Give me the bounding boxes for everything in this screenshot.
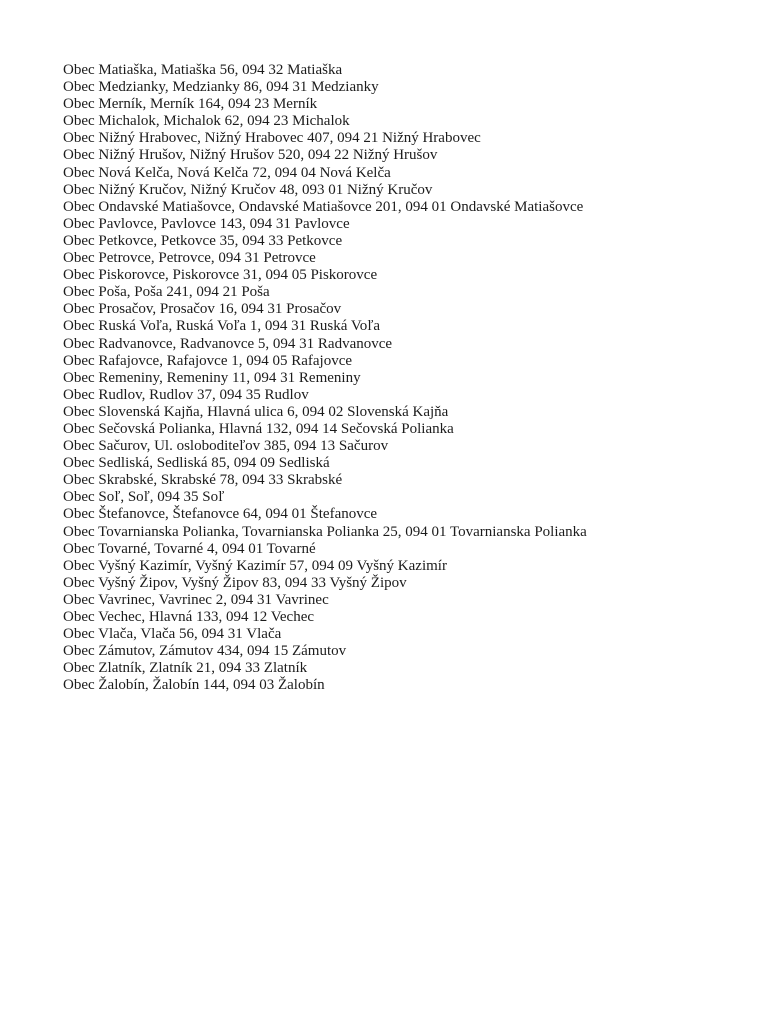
- municipality-line: Obec Skrabské, Skrabské 78, 094 33 Skrabské: [63, 472, 343, 489]
- municipality-line: Obec Remeniny, Remeniny 11, 094 31 Remeniny: [63, 369, 361, 386]
- municipality-line: Obec Merník, Merník 164, 094 23 Merník: [63, 96, 318, 113]
- municipality-line: Obec Štefanovce, Štefanovce 64, 094 01 Štefanovce: [63, 506, 378, 523]
- municipality-line: Obec Radvanovce, Radvanovce 5, 094 31 Radvanovce: [63, 335, 393, 352]
- municipality-line: Obec Ruská Voľa, Ruská Voľa 1, 094 31 Ruská Voľa: [63, 318, 381, 335]
- municipality-line: Obec Vavrinec, Vavrinec 2, 094 31 Vavrinec: [63, 591, 329, 608]
- municipality-line: Obec Sečovská Polianka, Hlavná 132, 094 14 Sečovská Polianka: [63, 420, 454, 437]
- municipality-line: Obec Zámutov, Zámutov 434, 094 15 Zámutov: [63, 643, 347, 660]
- municipality-line: Obec Slovenská Kajňa, Hlavná ulica 6, 094 02 Slovenská Kajňa: [63, 403, 449, 420]
- municipality-line: Obec Nižný Kručov, Nižný Kručov 48, 093 01 Nižný Kručov: [63, 181, 433, 198]
- municipality-address-list: [63, 62, 713, 694]
- municipality-line: Obec Poša, Poša 241, 094 21 Poša: [63, 284, 270, 301]
- municipality-line: Obec Nižný Hrabovec, Nižný Hrabovec 407, 094 21 Nižný Hrabovec: [63, 130, 481, 147]
- municipality-line: Obec Michalok, Michalok 62, 094 23 Michalok: [63, 113, 350, 130]
- municipality-line: Obec Nová Kelča, Nová Kelča 72, 094 04 Nová Kelča: [63, 164, 391, 181]
- municipality-line: Obec Vyšný Kazimír, Vyšný Kazimír 57, 094 09 Vyšný Kazimír: [63, 557, 447, 574]
- municipality-line: Obec Rafajovce, Rafajovce 1, 094 05 Rafajovce: [63, 352, 353, 369]
- municipality-line: Obec Matiaška, Matiaška 56, 094 32 Matiaška: [63, 62, 343, 78]
- municipality-line: Obec Petrovce, Petrovce, 094 31 Petrovce: [63, 250, 316, 267]
- municipality-line: Obec Vlača, Vlača 56, 094 31 Vlača: [63, 626, 282, 643]
- municipality-line: Obec Tovarné, Tovarné 4, 094 01 Tovarné: [63, 540, 316, 557]
- municipality-line: Obec Sedliská, Sedliská 85, 094 09 Sedliská: [63, 455, 330, 472]
- municipality-line: Obec Medzianky, Medzianky 86, 094 31 Medzianky: [63, 79, 379, 96]
- municipality-line: Obec Prosačov, Prosačov 16, 094 31 Prosačov: [63, 301, 342, 318]
- municipality-line: Obec Žalobín, Žalobín 144, 094 03 Žalobín: [63, 677, 325, 694]
- municipality-line: Obec Ondavské Matiašovce, Ondavské Matiašovce 201, 094 01 Ondavské Matiašovce: [63, 198, 584, 215]
- municipality-line: Obec Pavlovce, Pavlovce 143, 094 31 Pavlovce: [63, 215, 350, 232]
- municipality-line: Obec Petkovce, Petkovce 35, 094 33 Petkovce: [63, 232, 343, 249]
- municipality-line: Obec Vyšný Žipov, Vyšný Žipov 83, 094 33 Vyšný Žipov: [63, 574, 407, 591]
- municipality-line: Obec Sačurov, Ul. osloboditeľov 385, 094 13 Sačurov: [63, 438, 389, 455]
- municipality-line: Obec Nižný Hrušov, Nižný Hrušov 520, 094 22 Nižný Hrušov: [63, 147, 438, 164]
- municipality-line: Obec Zlatník, Zlatník 21, 094 33 Zlatník: [63, 660, 308, 677]
- municipality-line: Obec Soľ, Soľ, 094 35 Soľ: [63, 489, 225, 506]
- municipality-line: Obec Piskorovce, Piskorovce 31, 094 05 Piskorovce: [63, 267, 378, 284]
- municipality-line: Obec Tovarnianska Polianka, Tovarnianska Polianka 25, 094 01 Tovarnianska Polianka: [63, 523, 587, 540]
- municipality-line: Obec Vechec, Hlavná 133, 094 12 Vechec: [63, 609, 315, 625]
- municipality-line: Obec Rudlov, Rudlov 37, 094 35 Rudlov: [63, 386, 309, 403]
